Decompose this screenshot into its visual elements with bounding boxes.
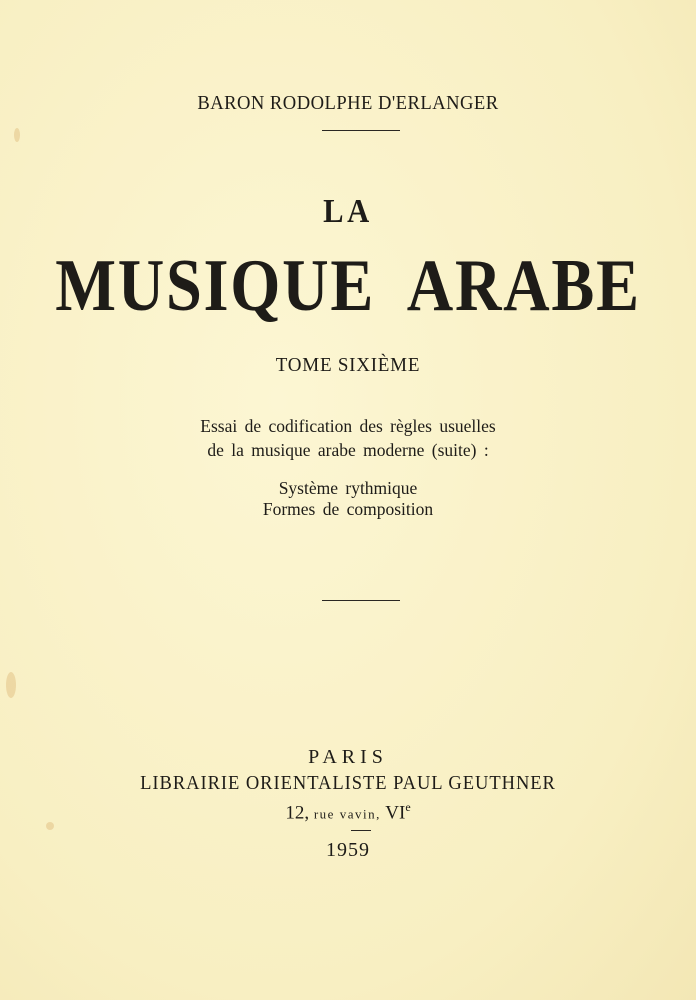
publication-year: 1959 bbox=[326, 839, 370, 861]
author-name: BARON RODOLPHE D'ERLANGER bbox=[197, 92, 499, 114]
address-suffix: e bbox=[405, 800, 411, 814]
volume-label: TOME SIXIÈME bbox=[275, 354, 421, 376]
publication-city: PARIS bbox=[308, 746, 388, 768]
subtitle-line-3: Système rythmique bbox=[278, 478, 418, 498]
subtitle-line-2: de la musique arabe moderne (suite) : bbox=[207, 440, 489, 460]
subtitle-line-4: Formes de composition bbox=[262, 499, 434, 519]
author-rule bbox=[322, 130, 400, 131]
book-title: MUSIQUE ARABE bbox=[55, 245, 641, 327]
publisher-name: LIBRAIRIE ORIENTALISTE PAUL GEUTHNER bbox=[140, 773, 556, 794]
paper-stain bbox=[14, 128, 20, 142]
middle-rule bbox=[322, 600, 400, 601]
address-street: rue vavin, bbox=[313, 806, 381, 822]
subtitle-line-1: Essai de codification des règles usuelles bbox=[200, 416, 496, 436]
address-arrondissement: VI bbox=[385, 802, 406, 824]
paper-stain bbox=[6, 672, 16, 698]
publisher-address bbox=[0, 800, 696, 824]
year-rule bbox=[351, 830, 371, 831]
address-number: 12, bbox=[285, 802, 310, 824]
title-article: LA bbox=[323, 193, 373, 230]
